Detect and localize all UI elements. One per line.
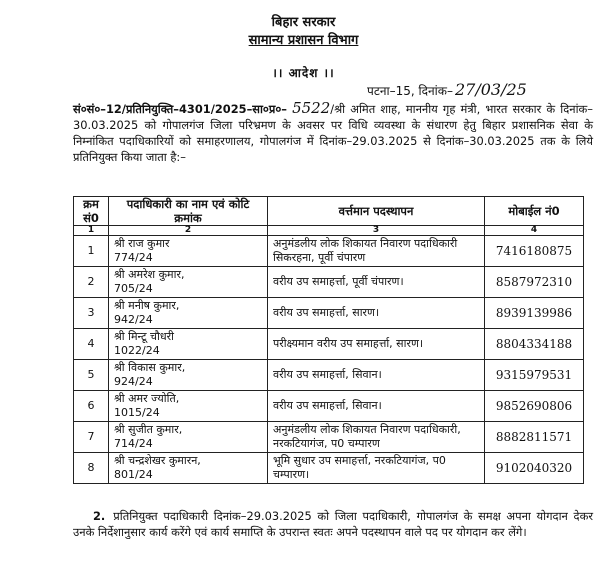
table-row (74, 298, 584, 329)
table-row (74, 453, 584, 484)
officer-name: श्री चन्द्रशेखर कुमारन, (114, 454, 201, 467)
officer-code: 714/24 (114, 437, 153, 450)
mobile-cell: 9102040320 (485, 453, 584, 484)
serial-cell: 1 (74, 236, 109, 267)
order-paragraph-2 (73, 508, 593, 540)
posting-cell: वरीय उप समाहर्त्ता, सिवान। (268, 360, 485, 391)
reference-number: सं०सं०–12/प्रतिनियुक्ति–4301/2025–सा०प्र०– (73, 102, 287, 116)
officer-code: 924/24 (114, 375, 153, 388)
serial-cell: 4 (74, 329, 109, 360)
table-index-row (74, 226, 584, 236)
mobile-cell: 8804334188 (485, 329, 584, 360)
mobile-cell: 9315979531 (485, 360, 584, 391)
handwritten-date: 27/03/25 (455, 80, 527, 99)
officer-code: 705/24 (114, 282, 153, 295)
order-paragraph-1 (73, 100, 593, 165)
index-cell: 1 (74, 226, 109, 236)
posting-cell: अनुमंडलीय लोक शिकायत निवारण पदाधिकारी सिकरहना, पूर्वी चंपारण (268, 236, 485, 267)
officer-code: 1015/24 (114, 406, 160, 419)
serial-cell: 7 (74, 422, 109, 453)
posting-cell: भूमि सुधार उप समाहर्त्ता, नरकटियागंज, प0 चम्पारण। (268, 453, 485, 484)
name-cell (109, 236, 268, 267)
table-row (74, 360, 584, 391)
paragraph-number: 2. (93, 509, 106, 523)
mobile-cell: 8939139986 (485, 298, 584, 329)
name-cell (109, 298, 268, 329)
table-row (74, 391, 584, 422)
posting-cell: वरीय उप समाहर्त्ता, सारण। (268, 298, 485, 329)
officer-name: श्री अमरेश कुमार, (114, 268, 185, 281)
header-posting: वर्त्तमान पदस्थापन (268, 197, 485, 226)
header-mobile: मोबाईल नं0 (485, 197, 584, 226)
officer-name: श्री विकास कुमार, (114, 361, 186, 374)
index-cell: 2 (109, 226, 268, 236)
index-cell: 3 (268, 226, 485, 236)
officer-table (73, 196, 584, 484)
name-cell (109, 391, 268, 422)
order-heading: ।। आदेश ।। (272, 66, 335, 80)
table-header-row (74, 197, 584, 226)
posting-cell: अनुमंडलीय लोक शिकायत निवारण पदाधिकारी, नरकटियागंज, प0 चम्पारण (268, 422, 485, 453)
handwritten-memo-number: 5522 (292, 99, 331, 117)
officer-name: श्री अमर ज्योति, (114, 392, 180, 405)
name-cell (109, 453, 268, 484)
posting-cell: वरीय उप समाहर्त्ता, पूर्वी चंपारण। (268, 267, 485, 298)
serial-cell: 8 (74, 453, 109, 484)
header-name: पदाधिकारी का नाम एवं कोटि क्रमांक (109, 197, 268, 226)
table-row (74, 267, 584, 298)
department-title: सामान्य प्रशासन विभाग (248, 33, 359, 48)
officer-name: श्री सुजीत कुमार, (114, 423, 183, 436)
table-row (74, 329, 584, 360)
serial-cell: 2 (74, 267, 109, 298)
name-cell (109, 360, 268, 391)
officer-code: 942/24 (114, 313, 153, 326)
header-serial: क्रम सं0 (74, 197, 109, 226)
dateline-prefix: पटना–15, दिनांक– (367, 84, 453, 98)
mobile-cell: 8587972310 (485, 267, 584, 298)
dateline (367, 80, 527, 99)
posting-cell: परीक्ष्यमान वरीय उप समाहर्त्ता, सारण। (268, 329, 485, 360)
government-title: बिहार सरकार (271, 15, 336, 30)
serial-cell: 3 (74, 298, 109, 329)
index-cell: 4 (485, 226, 584, 236)
mobile-cell: 8882811571 (485, 422, 584, 453)
name-cell (109, 267, 268, 298)
name-cell (109, 329, 268, 360)
serial-cell: 6 (74, 391, 109, 422)
officer-name: श्री राज कुमार (114, 237, 170, 250)
paragraph-1-text: /श्री अमित शाह, माननीय गृह मंत्री, भारत सरकार के दिनांक–30.03.2025 को गोपालगंज जिला परिभ्रमण के अवसर पर विधि व्यवस्था के संधारण हेतु बिहार प्रशासनिक सेवा के निम्नांकित पदाधिकारियों को समाहरणालय, गोपालगंज में दिनांक–29.03.2025 से दिनांक–30.03.2025 तक के लिये प्रतिनियुक्त किया जाता है:– (73, 102, 593, 164)
table-row (74, 422, 584, 453)
officer-name: श्री मिन्टू चौधरी (114, 330, 175, 343)
mobile-cell: 9852690806 (485, 391, 584, 422)
mobile-cell: 7416180875 (485, 236, 584, 267)
officer-code: 1022/24 (114, 344, 160, 357)
officer-name: श्री मनीष कुमार, (114, 299, 180, 312)
officer-code: 801/24 (114, 468, 153, 481)
name-cell (109, 422, 268, 453)
serial-cell: 5 (74, 360, 109, 391)
paragraph-2-text: प्रतिनियुक्त पदाधिकारी दिनांक–29.03.2025 को जिला पदाधिकारी, गोपालगंज के समक्ष अपना योगदान देकर उनके निर्देशानुसार कार्य करेंगे एवं कार्य समाप्ति के उपरान्त स्वतः अपने पदस्थापन वाले पद पर योगदान कर लेंगे। (73, 509, 593, 539)
table-row (74, 236, 584, 267)
posting-cell: वरीय उप समाहर्त्ता, सिवान। (268, 391, 485, 422)
officer-code: 774/24 (114, 251, 153, 264)
